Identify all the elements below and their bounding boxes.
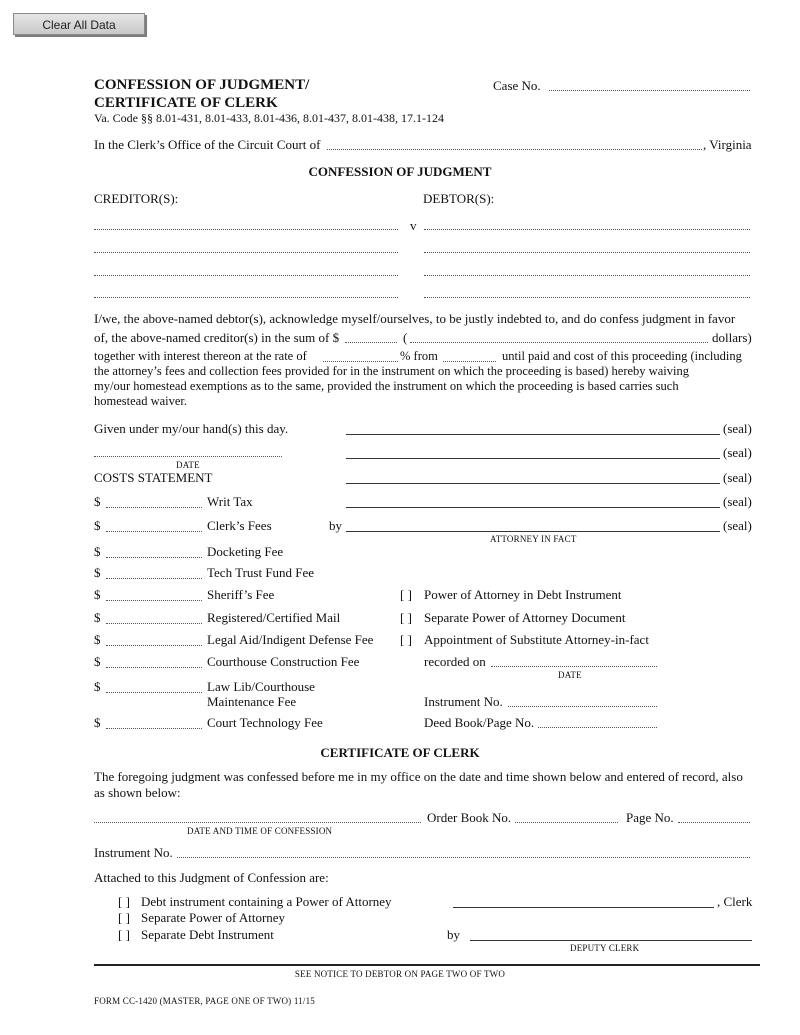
currency-7: $ (94, 632, 101, 647)
currency-9: $ (94, 679, 101, 694)
creditor-field-2[interactable] (94, 252, 398, 253)
case-no-label: Case No. (493, 78, 541, 93)
cost-label-law-library-line-2: Maintenance Fee (207, 694, 297, 709)
creditor-field-3[interactable] (94, 275, 398, 276)
confession-heading: CONFESSION OF JUDGMENT (308, 164, 492, 179)
cost-label-writ-tax: Writ Tax (207, 494, 253, 509)
confession-text-line-2a: of, the above-named creditor(s) in the sum of $ (94, 330, 340, 345)
cost-label-court-technology: Court Technology Fee (207, 715, 323, 730)
date-time-of-confession-field[interactable] (94, 822, 421, 823)
date-field[interactable] (94, 456, 282, 457)
poa-checkbox-2[interactable]: [ ] (400, 610, 412, 625)
interest-text-c: until paid and cost of this proceeding (including (502, 349, 742, 363)
cost-label-law-library: Law Lib/Courthouse (207, 679, 315, 694)
poa-option-3-label: Appointment of Substitute Attorney-in-fact (424, 632, 649, 647)
cost-label-sheriffs-fee: Sheriff’s Fee (207, 587, 275, 602)
seal-label-1: (seal) (723, 421, 752, 436)
cost-label-certified-mail: Registered/Certified Mail (207, 610, 341, 625)
form-title-line-2: CERTIFICATE OF CLERK (94, 95, 278, 111)
signature-line-3[interactable] (346, 483, 720, 484)
debtor-field-4[interactable] (424, 297, 750, 298)
order-book-label: Order Book No. (427, 810, 512, 825)
deed-book-field[interactable] (538, 727, 657, 728)
costs-statement-heading: COSTS STATEMENT (94, 470, 213, 485)
attorney-in-fact-line[interactable] (346, 531, 720, 532)
attachment-label-2: Separate Power of Attorney (141, 910, 286, 925)
footer-rule (94, 964, 760, 966)
clerk-signature-line[interactable] (453, 907, 714, 908)
docketing-fee-field[interactable] (106, 557, 202, 558)
cost-label-docketing-fee: Docketing Fee (207, 544, 284, 559)
law-library-field[interactable] (106, 692, 202, 693)
seal-label-5: (seal) (723, 518, 752, 533)
virginia-label: , Virginia (703, 137, 752, 152)
cost-label-clerks-fees: Clerk’s Fees (207, 518, 272, 533)
attachment-label-1: Debt instrument containing a Power of Attorney (141, 894, 392, 909)
currency-6: $ (94, 610, 101, 625)
page-no-label: Page No. (626, 810, 674, 825)
recorded-on-field[interactable] (491, 666, 657, 667)
case-no-field[interactable] (549, 90, 750, 91)
dollars-label: dollars) (712, 330, 752, 345)
writ-tax-field[interactable] (106, 507, 202, 508)
confession-text-line-5: my/our homestead exemptions as to the same, provided the instrument on which the proceeding is based carries such (94, 379, 679, 393)
certificate-instrument-no-label: Instrument No. (94, 845, 173, 860)
debtors-label: DEBTOR(S): (423, 191, 495, 206)
seal-label-4: (seal) (723, 494, 752, 509)
sum-numeric-field[interactable] (345, 342, 397, 343)
interest-text-a: together with interest thereon at the rate of (94, 349, 307, 363)
currency-5: $ (94, 587, 101, 602)
poa-option-1-label: Power of Attorney in Debt Instrument (424, 587, 622, 602)
clerks-fees-field[interactable] (106, 531, 202, 532)
confession-text-line-1: I/we, the above-named debtor(s), acknowledge myself/ourselves, to be justly indebted to, and do confess judgment in favor (94, 311, 736, 326)
confession-text-line-4: the attorney’s fees and collection fees provided for in the instrument on which the proceeding is based) hereby waiving (94, 364, 689, 378)
recorded-on-label: recorded on (424, 654, 486, 669)
debtor-field-1[interactable] (424, 229, 750, 230)
attachment-checkbox-2[interactable]: [ ] (118, 910, 130, 925)
certificate-text-line-1: The foregoing judgment was confessed before me in my office on the date and time shown below and entered of record, also (94, 769, 743, 784)
cost-label-tech-trust-fee: Tech Trust Fund Fee (207, 565, 315, 580)
attorney-in-fact-caption: ATTORNEY IN FACT (490, 534, 577, 544)
deed-book-label: Deed Book/Page No. (424, 715, 535, 730)
currency-8: $ (94, 654, 101, 669)
va-code-reference: Va. Code §§ 8.01-431, 8.01-433, 8.01-436, 8.01-437, 8.01-438, 17.1-124 (94, 111, 444, 125)
date-time-caption: DATE AND TIME OF CONFESSION (187, 826, 333, 836)
signature-line-4[interactable] (346, 507, 720, 508)
poa-checkbox-3[interactable]: [ ] (400, 632, 412, 647)
attachment-checkbox-1[interactable]: [ ] (118, 894, 130, 909)
deputy-clerk-caption: DEPUTY CLERK (570, 943, 640, 953)
date-caption: DATE (176, 460, 200, 470)
currency-2: $ (94, 518, 101, 533)
notice-to-debtor: SEE NOTICE TO DEBTOR ON PAGE TWO OF TWO (294, 969, 506, 979)
versus-label: v (410, 218, 417, 233)
clerk-label: , Clerk (717, 894, 753, 909)
interest-rate-field[interactable] (323, 361, 398, 362)
order-book-field[interactable] (515, 822, 618, 823)
certificate-instrument-no-field[interactable] (177, 857, 750, 858)
sheriffs-fee-field[interactable] (106, 600, 202, 601)
poa-checkbox-1[interactable]: [ ] (400, 587, 412, 602)
interest-text-b: % from (400, 349, 438, 363)
cost-label-courthouse-construction: Courthouse Construction Fee (207, 654, 360, 669)
legal-aid-fee-field[interactable] (106, 645, 202, 646)
currency-10: $ (94, 715, 101, 730)
creditor-field-4[interactable] (94, 297, 398, 298)
courthouse-construction-field[interactable] (106, 667, 202, 668)
interest-from-field[interactable] (443, 361, 496, 362)
creditors-label: CREDITOR(S): (94, 191, 179, 206)
certificate-heading: CERTIFICATE OF CLERK (320, 745, 480, 760)
attachment-checkbox-3[interactable]: [ ] (118, 927, 130, 942)
deputy-by-label: by (447, 927, 460, 942)
signature-line-1[interactable] (346, 434, 720, 435)
seal-label-3: (seal) (723, 470, 752, 485)
form-title-line-1: CONFESSION OF JUDGMENT/ (94, 77, 310, 93)
court-label: In the Clerk’s Office of the Circuit Court of (94, 137, 321, 152)
poa-option-2-label: Separate Power of Attorney Document (424, 610, 626, 625)
certified-mail-field[interactable] (106, 623, 202, 624)
sum-words-field[interactable] (410, 342, 708, 343)
circuit-court-field[interactable] (327, 149, 702, 150)
currency-3: $ (94, 544, 101, 559)
seal-label-2: (seal) (723, 445, 752, 460)
by-label: by (329, 518, 342, 533)
court-technology-fee-field[interactable] (106, 728, 202, 729)
attached-label: Attached to this Judgment of Confession are: (94, 870, 329, 885)
page-no-field[interactable] (678, 822, 750, 823)
debtor-field-2[interactable] (424, 252, 750, 253)
debtor-field-3[interactable] (424, 275, 750, 276)
currency-4: $ (94, 565, 101, 580)
confession-text-line-6: homestead waiver. (94, 394, 188, 408)
certificate-text-line-2: as shown below: (94, 785, 181, 800)
currency-1: $ (94, 494, 101, 509)
cost-label-legal-aid-fee: Legal Aid/Indigent Defense Fee (207, 632, 374, 647)
deputy-clerk-line[interactable] (470, 940, 752, 941)
clear-all-data-button[interactable]: Clear All Data (13, 13, 145, 35)
attachment-label-3: Separate Debt Instrument (141, 927, 274, 942)
given-under-label: Given under my/our hand(s) this day. (94, 421, 289, 436)
form-id: FORM CC-1420 (MASTER, PAGE ONE OF TWO) 11/15 (94, 996, 315, 1006)
poa-instrument-no-label: Instrument No. (424, 694, 503, 709)
poa-instrument-no-field[interactable] (508, 706, 657, 707)
tech-trust-fee-field[interactable] (106, 578, 202, 579)
recorded-date-caption: DATE (558, 670, 582, 680)
creditor-field-1[interactable] (94, 229, 398, 230)
open-paren: ( (403, 330, 408, 345)
signature-line-2[interactable] (346, 458, 720, 459)
